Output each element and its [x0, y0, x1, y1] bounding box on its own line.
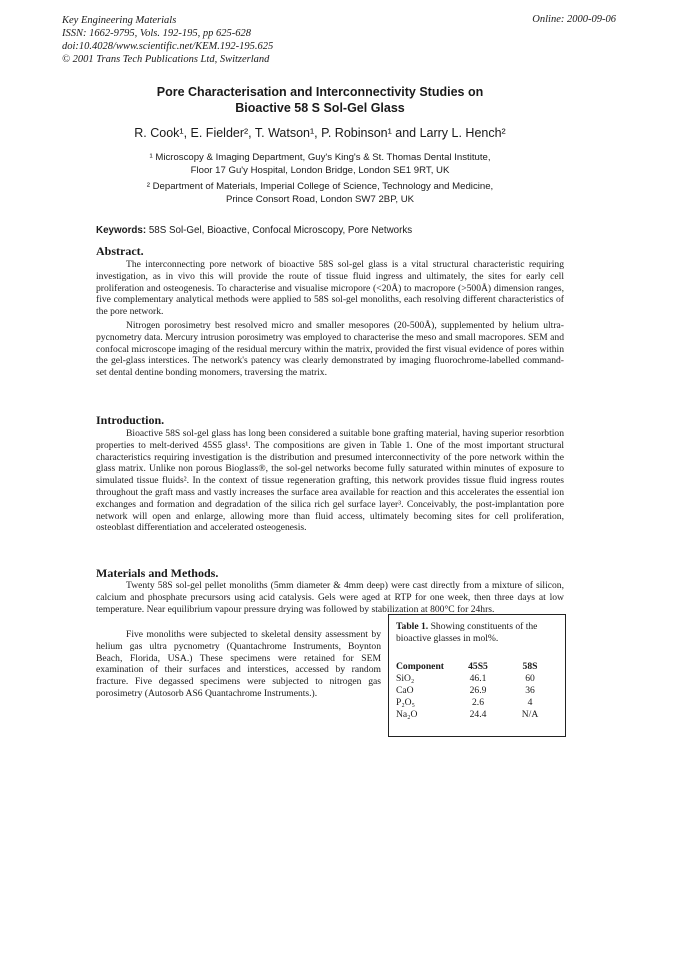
- paper-title: [110, 84, 530, 116]
- affiliation-2: [80, 181, 560, 206]
- keywords-text: 58S Sol-Gel, Bioactive, Confocal Microscopy, Pore Networks: [148, 225, 413, 236]
- table-cell: 24.4: [469, 709, 487, 720]
- table-row: [396, 685, 556, 697]
- table-cell: 4: [527, 697, 533, 708]
- journal-header: [62, 14, 273, 66]
- author-list: R. Cook¹, E. Fielder², T. Watson¹, P. Robinson¹ and Larry L. Hench²: [134, 126, 506, 140]
- copyright-line: © 2001 Trans Tech Publications Ltd, Switzerland: [62, 54, 270, 65]
- introduction-paragraph: Bioactive 58S sol-gel glass has long been considered a suitable bone grafting material, having superior resorbtion properties to melt-derived 45S5 glass¹. The compositions are given in Table 1. One of the most important structural characteristics requiring investigation is the distribution and presumed interconnectivity of the pore network within the glass matrix. Unlike non porous Bioglass®, the sol-gel networks become fully saturated within minutes of exposure to simulated tissue fluids². In the context of tissue regeneration grafting, this network provides tissue fluid ingress routes throughout the graft mass and vastly increases the surface area available for reaction and this accelerates the essential ion exchanges and formation and degradation of the silica rich gel surface layer³. Conceivably, the post-implantation pore network will open and enlarge, allowing more than fluid access, ultimately becoming sites for cell proliferation, osteoblast differentiation and accelerated osteogenesis.: [96, 428, 564, 534]
- affiliation-1-line-1: ¹ Microscopy & Imaging Department, Guy's King's & St. Thomas Dental Institute,: [149, 152, 491, 163]
- abstract-heading: Abstract.: [96, 244, 144, 258]
- abstract-paragraph-2: Nitrogen porosimetry best resolved micro and smaller mesopores (20-500Å), supplemented by helium ultra-pycnometry data. Mercury intrusion porosimetry was employed to characterise the meso and small macropores. SEM and confocal microscope imaging of the residual mercury within the matrix, provided the first visual evidence of pores within the gel-glass interstices. The network's patency was clearly demonstrated by imaging fluorochrome-labelled command-set dental dentine bonding monomers, traversing the matrix.: [96, 320, 564, 379]
- affiliation-1: [80, 152, 560, 177]
- table-cell: Na₂O: [396, 709, 418, 720]
- table-header-row: [396, 659, 556, 673]
- abstract-paragraph-1: The interconnecting pore network of bioactive 58S sol-gel glass is a vital structural characteristic requiring investigation, as in vivo this will provide the route of tissue fluid ingress and ultimately, the sites for early cell proliferation and osteogenesis. To characterise and visualise micropore (<20Å) to macropore (>500Å) dimension ranges, five complementary analytical methods were applied to 58S sol-gel monoliths, each resolving different characteristics of the pore network.: [96, 259, 564, 318]
- table-cell: SiO₂: [396, 673, 415, 684]
- affiliation-2-line-1: ² Department of Materials, Imperial College of Science, Technology and Medicine,: [146, 181, 494, 192]
- keywords: [96, 225, 566, 236]
- title-line-1: Pore Characterisation and Interconnectivity Studies on: [156, 85, 484, 99]
- journal-name: Key Engineering Materials: [62, 15, 177, 26]
- issn-line: ISSN: 1662-9795, Vols. 192-195, pp 625-628: [62, 28, 251, 39]
- doi-link[interactable]: doi:10.4028/www.scientific.net/KEM.192-195.625: [62, 41, 274, 52]
- table-cell: 46.1: [469, 673, 487, 684]
- table-caption-label: Table 1.: [396, 621, 429, 632]
- table-caption-text: Showing constituents of the bioactive glasses in mol%.: [396, 621, 538, 644]
- table-caption: [396, 621, 560, 645]
- introduction-heading: Introduction.: [96, 413, 165, 427]
- table-cell: N/A: [521, 709, 539, 720]
- table-cell: P₂O₅: [396, 697, 415, 708]
- table-cell: 2.6: [472, 697, 484, 708]
- table-row: [396, 673, 556, 685]
- affiliation-1-line-2: Floor 17 Gu'y Hospital, London Bridge, London SE1 9RT, UK: [190, 164, 450, 176]
- table-cell: CaO: [396, 685, 414, 696]
- table-row: [396, 697, 556, 709]
- table-header-cell: Component: [396, 660, 444, 672]
- online-date: Online: 2000-09-06: [532, 14, 616, 25]
- composition-table: [388, 614, 566, 737]
- methods-heading: Materials and Methods.: [96, 566, 219, 580]
- table-header-cell: 58S: [522, 660, 538, 672]
- methods-paragraph-1: Twenty 58S sol-gel pellet monoliths (5mm diameter & 4mm deep) were cast directly from a mixture of silicon, calcium and phosphate precursors using acid catalysis. Gels were aged at RTP for one week, then three days at low temperature. Near equilibrium vapour pressure drying was followed by stabilization at 800°C for 24hrs.: [96, 580, 564, 615]
- table-row: [396, 709, 556, 721]
- table-cell: 26.9: [469, 685, 487, 696]
- composition-grid: [396, 659, 556, 721]
- table-cell: 36: [525, 685, 535, 696]
- table-cell: 60: [525, 673, 535, 684]
- methods-paragraph-2: Five monoliths were subjected to skeletal density assessment by helium gas ultra pycnometry (Quantachrome Instruments, Boynton Beach, Florida, USA.) These specimens were retained for SEM examination of their surfaces and interstices, accessed by random fracture. Five degassed specimens were subjected to nitrogen gas porosimetry (Autosorb AS6 Quantachrome Instruments.).: [96, 629, 381, 699]
- affiliation-2-line-2: Prince Consort Road, London SW7 2BP, UK: [225, 193, 415, 205]
- title-line-2: Bioactive 58 S Sol-Gel Glass: [235, 101, 405, 115]
- keywords-label: Keywords:: [96, 225, 147, 236]
- table-header-cell: 45S5: [468, 660, 488, 672]
